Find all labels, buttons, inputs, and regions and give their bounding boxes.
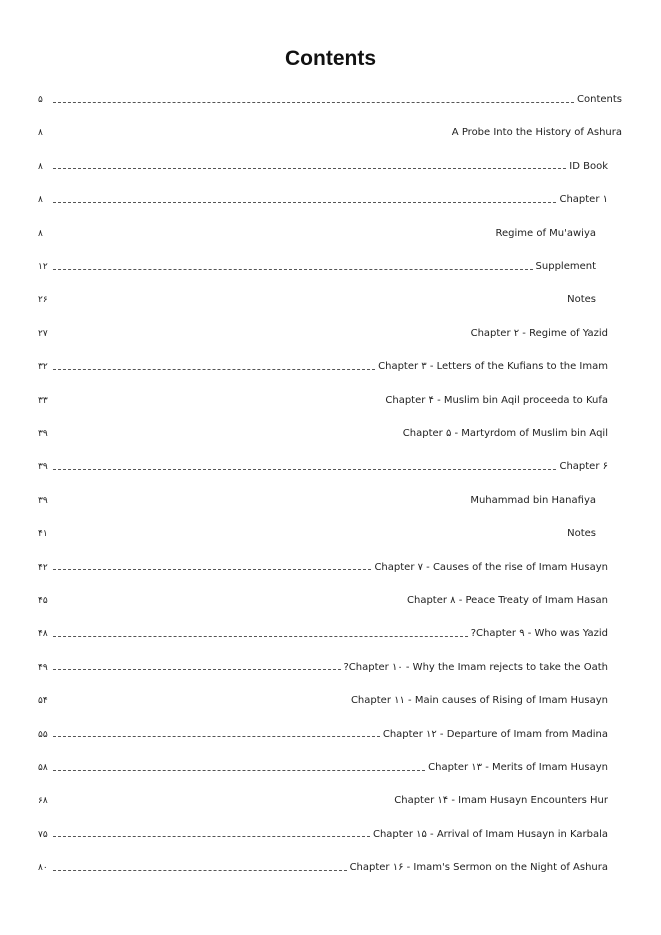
toc-entry[interactable] [38, 492, 596, 510]
toc-entry-title: Chapter ۶ [559, 461, 608, 473]
dotted-leader [53, 836, 370, 837]
dotted-leader [53, 202, 556, 203]
toc-page-number: ۷۵ [38, 829, 48, 840]
toc-entry[interactable] [38, 625, 608, 643]
toc-entry-title: Chapter ۵ - Martyrdom of Muslim bin Aqil [402, 428, 608, 439]
toc-page-number: ۸ [38, 228, 43, 239]
toc-entry[interactable] [38, 325, 608, 343]
toc-page-number: ۵۸ [38, 763, 48, 773]
toc-entry[interactable] [38, 525, 596, 543]
toc-page-number: ۵ [38, 95, 43, 105]
toc-page-number: ۲۶ [38, 295, 48, 306]
toc-entry[interactable] [38, 726, 608, 744]
dotted-leader [53, 469, 556, 470]
toc-entry[interactable] [38, 592, 608, 610]
toc-page-number: ۳۲ [38, 362, 48, 373]
toc-entry[interactable] [38, 158, 608, 176]
toc-entry[interactable] [38, 759, 608, 777]
toc-page-number: ۸۰ [38, 863, 48, 874]
dotted-leader [53, 569, 371, 570]
toc-entry-title: A Probe Into the History of Ashura [451, 127, 622, 139]
toc-entry[interactable] [38, 291, 596, 309]
toc-page-number: ۸ [38, 128, 43, 139]
dotted-leader [53, 102, 574, 103]
toc-page-number: ۳۳ [38, 395, 48, 406]
toc-entry[interactable] [38, 458, 608, 476]
toc-entry-title: Chapter ۲ - Regime of Yazid [470, 327, 608, 339]
toc-page-number: ۳۹ [38, 429, 48, 439]
toc-entry[interactable] [38, 859, 608, 877]
toc-page-number: ۴۲ [38, 562, 48, 573]
dotted-leader [53, 168, 566, 169]
toc-page-number: ۲۷ [38, 328, 48, 339]
toc-page-number: ۴۸ [38, 629, 48, 640]
toc-entry[interactable] [38, 124, 622, 142]
dotted-leader [53, 669, 341, 670]
toc-entry-title: Chapter ۱۲ - Departure of Imam from Madina [382, 728, 608, 740]
toc-page-number: ۸ [38, 161, 43, 172]
toc-page-number: ۸ [38, 195, 43, 206]
toc-entry-title: Chapter ۱ [559, 194, 608, 206]
toc-entry[interactable] [38, 191, 608, 209]
toc-entry[interactable] [38, 559, 608, 577]
toc-entry-title: Muhammad bin Hanafiya [470, 494, 596, 506]
dotted-leader [53, 770, 425, 771]
toc-entry-title: Chapter ۴ - Muslim bin Aqil proceeda to Kufa [385, 394, 608, 406]
toc-page-number: ۵۵ [38, 729, 48, 740]
toc-entry-title: Chapter ۸ - Peace Treaty of Imam Hasan [407, 595, 608, 606]
toc-entry-title: ID Book [569, 160, 608, 172]
toc-page-number: ۶۸ [38, 796, 48, 807]
toc-entry[interactable] [38, 425, 608, 443]
toc-page-number: ۴۵ [38, 596, 48, 606]
toc-entry-title: Notes [567, 528, 596, 540]
dotted-leader [53, 736, 380, 737]
toc-entry-title: Notes [567, 294, 596, 306]
toc-page-number: ۱۲ [38, 262, 48, 272]
toc-entry-title: Chapter ۱۵ - Arrival of Imam Husayn in Karbala [372, 828, 608, 840]
toc-page-number: ۴۱ [38, 529, 48, 540]
toc-entry-title: ?Chapter ۹ - Who was Yazid [470, 628, 608, 640]
toc-entry-title: Chapter ۱۱ - Main causes of Rising of Imam Husayn [350, 695, 608, 707]
toc-entry[interactable] [38, 91, 622, 109]
toc-page-number: ۵۴ [38, 696, 48, 707]
dotted-leader [53, 369, 375, 370]
toc-entry-title: Regime of Mu'awiya [495, 227, 596, 239]
dotted-leader [53, 269, 533, 270]
toc-entry[interactable] [38, 225, 596, 243]
toc-entry[interactable] [38, 358, 608, 376]
toc-entry[interactable] [38, 659, 608, 677]
dotted-leader [53, 636, 468, 637]
page-title: Contents [285, 47, 376, 70]
toc-entry-title: Chapter ۱۶ - Imam's Sermon on the Night of Ashura [349, 862, 608, 874]
toc-entry-title: ?Chapter ۱۰ - Why the Imam rejects to take the Oath [343, 661, 608, 673]
toc-entry-title: Chapter ۳ - Letters of the Kufians to the Imam [378, 361, 608, 373]
toc-entry[interactable] [38, 692, 608, 710]
dotted-leader [53, 870, 347, 871]
toc-page-number: ۳۹ [38, 462, 48, 473]
toc-entry-title: Contents [577, 94, 622, 105]
toc-page-number: ۳۹ [38, 495, 48, 506]
toc-entry-title: Chapter ۷ - Causes of the rise of Imam Husayn [374, 561, 608, 573]
toc-entry[interactable] [38, 258, 596, 276]
toc-entry-title: Supplement [535, 261, 596, 272]
toc-entry-title: Chapter ۱۴ - Imam Husayn Encounters Hur [394, 795, 608, 807]
toc-entry[interactable] [38, 826, 608, 844]
toc-entry[interactable] [38, 792, 608, 810]
toc-entry[interactable] [38, 392, 608, 410]
toc-entry-title: Chapter ۱۳ - Merits of Imam Husayn [428, 762, 608, 773]
toc-page-number: ۴۹ [38, 662, 48, 673]
